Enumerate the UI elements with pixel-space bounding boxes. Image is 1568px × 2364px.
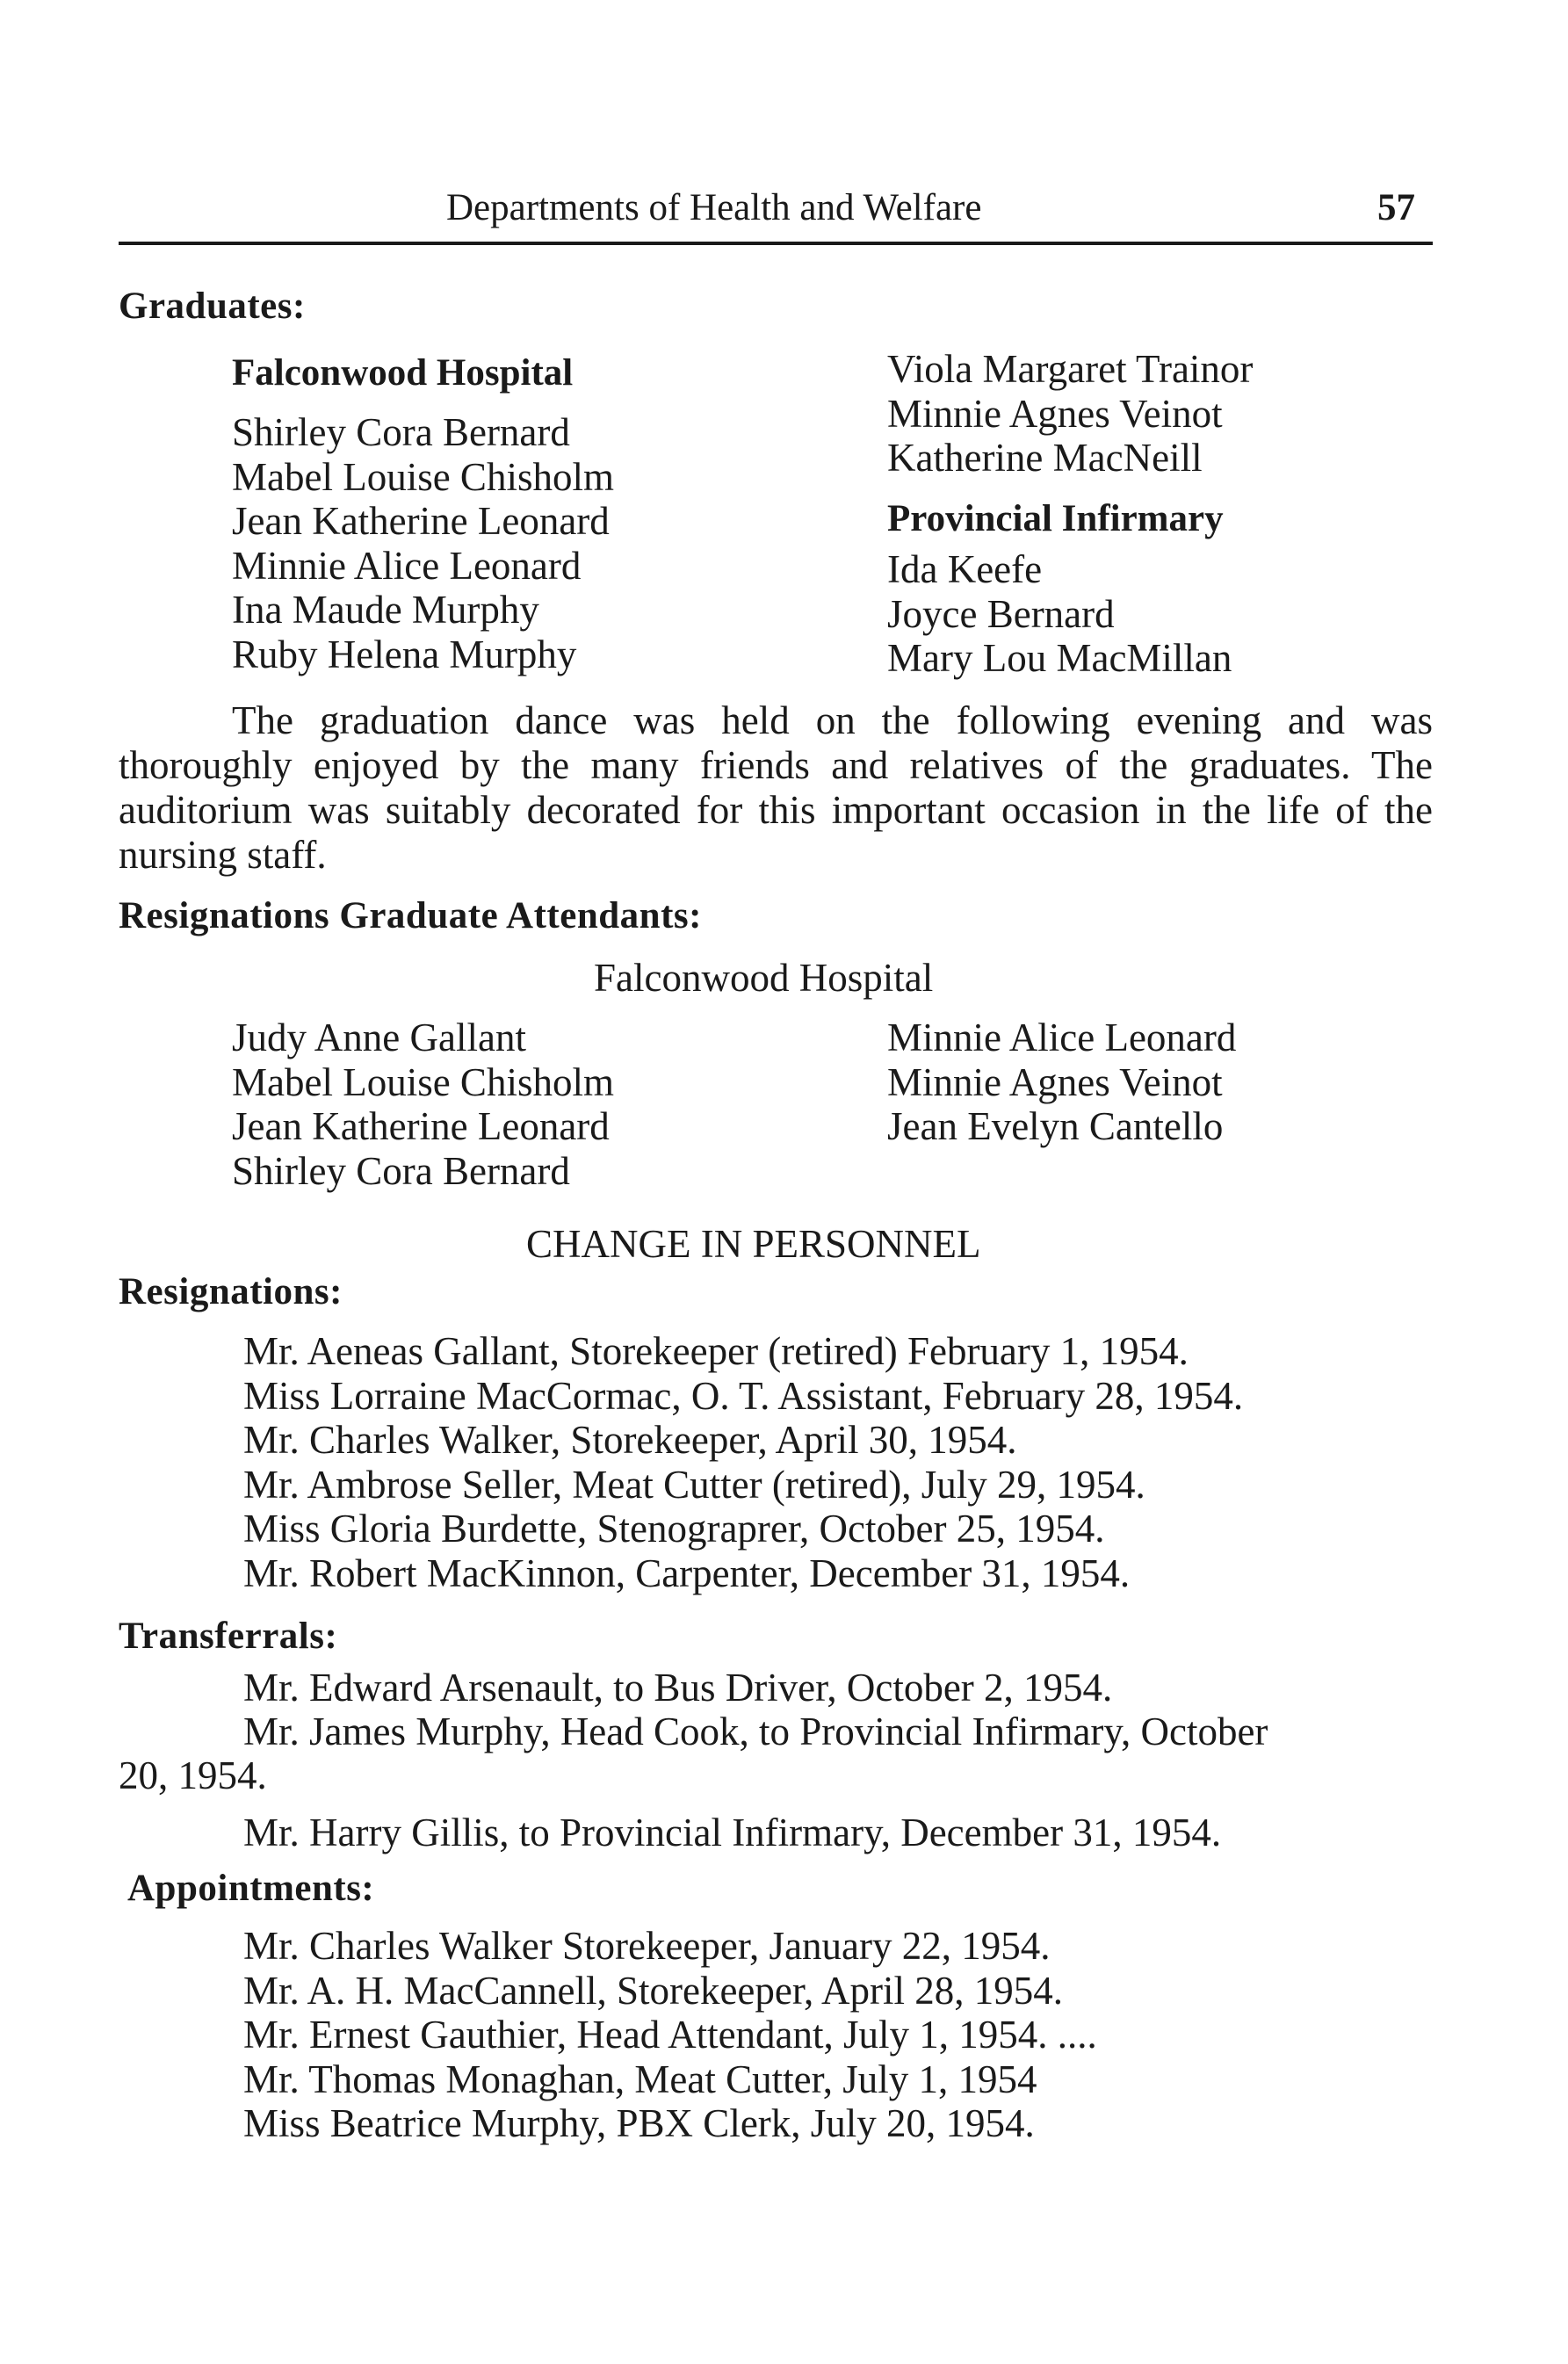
appointments-list [243,1924,1097,2146]
graduate-name: Minnie Agnes Veinot [887,391,1223,436]
running-header-title: Departments of Health and Welfare [446,187,982,228]
attendant-name: Mabel Louise Chisholm [232,1059,614,1104]
provincial-infirmary-subheading: Provincial Infirmary [887,498,1224,539]
falconwood-hospital-subheading: Falconwood Hospital [232,352,574,394]
resignation-entry: Mr. Ambrose Seller, Meat Cutter (retired), July 29, 1954. [243,1462,1145,1507]
resignations-graduate-attendants-heading: Resignations Graduate Attendants: [119,895,702,936]
graduate-name: Jean Katherine Leonard [232,499,610,543]
attendant-name: Shirley Cora Bernard [232,1148,570,1193]
attendant-name: Minnie Alice Leonard [887,1016,1237,1059]
appointments-heading: Appointments: [127,1868,375,1909]
appointment-entry: Mr. A. H. MacCannell, Storekeeper, April 28, 1954. [243,1968,1064,2013]
transferral-entry: Mr. James Murphy, Head Cook, to Provincial Infirmary, October [243,1710,1268,1753]
page-number: 57 [1377,187,1415,228]
graduates-heading: Graduates: [119,286,306,327]
appointment-entry: Mr. Thomas Monaghan, Meat Cutter, July 1, 1954 [243,2057,1037,2101]
resignations-heading: Resignations: [119,1271,343,1312]
resignations-list [243,1329,1243,1595]
graduate-name: Shirley Cora Bernard [232,410,570,454]
attendant-name: Minnie Agnes Veinot [887,1059,1223,1104]
graduate-name: Mabel Louise Chisholm [232,454,614,499]
attendant-name: Judy Anne Gallant [232,1016,526,1059]
falconwood-graduates-continued-list [887,347,1253,481]
appointment-entry: Mr. Ernest Gauthier, Head Attendant, July 1, 1954. .... [243,2013,1097,2057]
paragraph-text: The graduation dance was held on the following evening and was thoroughly enjoyed by the many friends and relatives of the graduates. The auditorium was suitably decorated for this important occasion in the life of the nursing staff. [119,698,1433,877]
attendant-name: Jean Evelyn Cantello [887,1104,1224,1148]
attendant-name: Jean Katherine Leonard [232,1104,610,1148]
transferral-entry-continuation: 20, 1954. [119,1753,267,1797]
resigned-attendants-left-list [232,1016,614,1193]
graduate-name: Viola Margaret Trainor [887,347,1254,391]
appointment-entry: Miss Beatrice Murphy, PBX Clerk, July 20, 1954. [243,2101,1035,2145]
resignation-entry: Mr. Charles Walker, Storekeeper, April 30, 1954. [243,1418,1017,1462]
graduate-name: Mary Lou MacMillan [887,636,1232,680]
graduate-name: Ida Keefe [887,547,1043,591]
graduate-name: Minnie Alice Leonard [232,543,582,588]
graduate-name: Joyce Bernard [887,591,1115,636]
graduate-name: Katherine MacNeill [887,436,1203,480]
falconwood-hospital-label: Falconwood Hospital [594,956,934,1000]
resignation-entry: Miss Gloria Burdette, Stenograprer, October 25, 1954. [243,1507,1105,1551]
resignation-entry: Mr. Aeneas Gallant, Storekeeper (retired) February 1, 1954. [243,1329,1189,1373]
resignation-entry: Miss Lorraine MacCormac, O. T. Assistant, February 28, 1954. [243,1373,1244,1418]
falconwood-graduates-list [232,410,614,676]
header-rule [119,242,1433,245]
graduation-dance-paragraph [119,698,1433,878]
graduate-name: Ruby Helena Murphy [232,632,577,676]
resignation-entry: Mr. Robert MacKinnon, Carpenter, December 31, 1954. [243,1551,1131,1595]
resigned-attendants-right-list [887,1016,1236,1149]
graduate-name: Ina Maude Murphy [232,588,539,632]
appointment-entry: Mr. Charles Walker Storekeeper, January 22, 1954. [243,1924,1051,1968]
transferral-entry: Mr. Harry Gillis, to Provincial Infirmary, December 31, 1954. [243,1811,1222,1854]
provincial-graduates-list [887,547,1232,681]
change-in-personnel-title: CHANGE IN PERSONNEL [526,1222,981,1266]
transferrals-heading: Transferrals: [119,1616,338,1657]
transferral-entry: Mr. Edward Arsenault, to Bus Driver, October 2, 1954. [243,1666,1113,1710]
